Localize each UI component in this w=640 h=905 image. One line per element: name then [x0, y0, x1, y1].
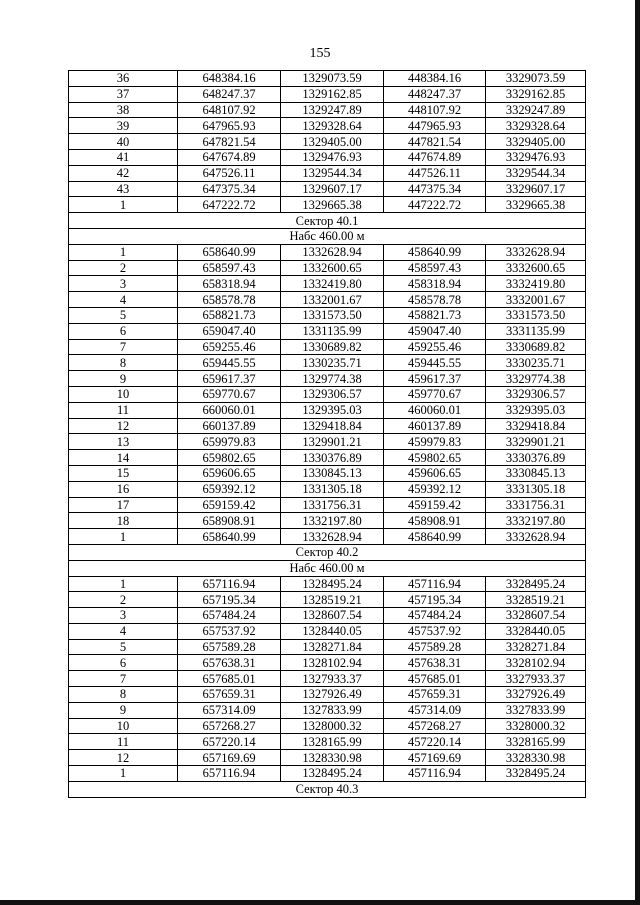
table-cell: 8: [69, 687, 178, 703]
table-cell: 3329774.38: [486, 371, 586, 387]
table-cell: 458908.91: [384, 513, 486, 529]
table-cell: 12: [69, 418, 178, 434]
table-cell: 460060.01: [384, 402, 486, 418]
table-cell: 13: [69, 434, 178, 450]
table-cell: 1: [69, 244, 178, 260]
table-cell: 3332001.67: [486, 292, 586, 308]
table-cell: 1329544.34: [281, 165, 384, 181]
table-cell: 460137.89: [384, 418, 486, 434]
table-cell: 459770.67: [384, 386, 486, 402]
table-cell: 1330235.71: [281, 355, 384, 371]
table-row: [69, 181, 586, 197]
table-cell: 648107.92: [178, 102, 281, 118]
table-cell: 647375.34: [178, 181, 281, 197]
table-cell: 11: [69, 402, 178, 418]
table-cell: 3328102.94: [486, 655, 586, 671]
table-row: [69, 260, 586, 276]
table-row: [69, 276, 586, 292]
table-row: [69, 355, 586, 371]
table-cell: 3332419.80: [486, 276, 586, 292]
table-cell: 457268.27: [384, 718, 486, 734]
table-cell: 40: [69, 134, 178, 150]
table-cell: 1332001.67: [281, 292, 384, 308]
table-cell: 3328495.24: [486, 576, 586, 592]
table-cell: 15: [69, 465, 178, 481]
table-cell: 3328330.98: [486, 750, 586, 766]
table-cell: 9: [69, 371, 178, 387]
table-cell: 657314.09: [178, 702, 281, 718]
table-row: [69, 639, 586, 655]
table-cell: 659770.67: [178, 386, 281, 402]
table-cell: 457685.01: [384, 671, 486, 687]
table-cell: 459979.83: [384, 434, 486, 450]
table-cell: 1331135.99: [281, 323, 384, 339]
table-cell: 447965.93: [384, 118, 486, 134]
table-cell: 1327833.99: [281, 702, 384, 718]
table-cell: 3328440.05: [486, 623, 586, 639]
table-cell: 657116.94: [178, 766, 281, 782]
table-cell: 1328607.54: [281, 608, 384, 624]
table-cell: 3332600.65: [486, 260, 586, 276]
table-cell: 459159.42: [384, 497, 486, 513]
table-cell: 3329073.59: [486, 71, 586, 87]
table-row: [69, 197, 586, 213]
table-cell: 36: [69, 71, 178, 87]
table-cell: 458821.73: [384, 307, 486, 323]
table-cell: 457589.28: [384, 639, 486, 655]
table-row: [69, 608, 586, 624]
table-cell: 447821.54: [384, 134, 486, 150]
table-cell: 1329405.00: [281, 134, 384, 150]
table-cell: 458318.94: [384, 276, 486, 292]
table-cell: 1328102.94: [281, 655, 384, 671]
table-cell: 10: [69, 718, 178, 734]
table-cell: 1332600.65: [281, 260, 384, 276]
table-cell: 38: [69, 102, 178, 118]
table-cell: 3327833.99: [486, 702, 586, 718]
table-cell: 659047.40: [178, 323, 281, 339]
table-cell: 448384.16: [384, 71, 486, 87]
table-cell: 1329247.89: [281, 102, 384, 118]
table-cell: 3332197.80: [486, 513, 586, 529]
table-cell: 1327933.37: [281, 671, 384, 687]
table-row: [69, 402, 586, 418]
table-cell: 448107.92: [384, 102, 486, 118]
table-cell: 1328271.84: [281, 639, 384, 655]
table-cell: 459802.65: [384, 450, 486, 466]
table-cell: 3329306.57: [486, 386, 586, 402]
table-cell: 660137.89: [178, 418, 281, 434]
table-cell: 7: [69, 339, 178, 355]
table-cell: 659445.55: [178, 355, 281, 371]
table-row: [69, 418, 586, 434]
table-cell: 3331305.18: [486, 481, 586, 497]
table-cell: 657589.28: [178, 639, 281, 655]
table-cell: 1: [69, 766, 178, 782]
table-cell: 458578.78: [384, 292, 486, 308]
table-cell: 657220.14: [178, 734, 281, 750]
section-header-row: [69, 544, 586, 560]
table-cell: 1328440.05: [281, 623, 384, 639]
table-row: [69, 687, 586, 703]
table-cell: 657484.24: [178, 608, 281, 624]
table-cell: 37: [69, 86, 178, 102]
table-cell: 3: [69, 608, 178, 624]
table-cell: 659606.65: [178, 465, 281, 481]
table-cell: 3329162.85: [486, 86, 586, 102]
table-cell: 1332628.94: [281, 529, 384, 545]
table-cell: 2: [69, 260, 178, 276]
table-cell: 3330845.13: [486, 465, 586, 481]
table-cell: 658640.99: [178, 529, 281, 545]
section-header-row: [69, 213, 586, 229]
table-cell: 3329544.34: [486, 165, 586, 181]
sector-elevation: Набс 460.00 м: [69, 228, 586, 244]
table-cell: 3331756.31: [486, 497, 586, 513]
table-cell: 447222.72: [384, 197, 486, 213]
table-cell: 3330376.89: [486, 450, 586, 466]
table-row: [69, 307, 586, 323]
table-cell: 5: [69, 639, 178, 655]
table-cell: 3329405.00: [486, 134, 586, 150]
table-cell: 657638.31: [178, 655, 281, 671]
table-cell: 459047.40: [384, 323, 486, 339]
table-cell: 1331756.31: [281, 497, 384, 513]
table-cell: 1328000.32: [281, 718, 384, 734]
table-cell: 1329607.17: [281, 181, 384, 197]
table-row: [69, 386, 586, 402]
section-header-row: [69, 560, 586, 576]
page-number: 155: [309, 46, 331, 61]
table-cell: 3331573.50: [486, 307, 586, 323]
table-row: [69, 165, 586, 181]
table-row: [69, 766, 586, 782]
table-cell: 457116.94: [384, 766, 486, 782]
table-cell: 1329073.59: [281, 71, 384, 87]
table-cell: 457638.31: [384, 655, 486, 671]
table-row: [69, 118, 586, 134]
table-cell: 6: [69, 323, 178, 339]
table-cell: 647965.93: [178, 118, 281, 134]
table-row: [69, 513, 586, 529]
table-cell: 3329901.21: [486, 434, 586, 450]
table-cell: 3329328.64: [486, 118, 586, 134]
table-cell: 659255.46: [178, 339, 281, 355]
table-cell: 14: [69, 450, 178, 466]
table-cell: 457484.24: [384, 608, 486, 624]
table-cell: 657169.69: [178, 750, 281, 766]
table-cell: 1329306.57: [281, 386, 384, 402]
table-cell: 457169.69: [384, 750, 486, 766]
table-cell: 458640.99: [384, 244, 486, 260]
table-cell: 658821.73: [178, 307, 281, 323]
table-cell: 1332628.94: [281, 244, 384, 260]
table-cell: 459445.55: [384, 355, 486, 371]
table-row: [69, 592, 586, 608]
table-cell: 457659.31: [384, 687, 486, 703]
table-cell: 459255.46: [384, 339, 486, 355]
table-cell: 1327926.49: [281, 687, 384, 703]
table-row: [69, 134, 586, 150]
table-cell: 3329418.84: [486, 418, 586, 434]
table-cell: 457116.94: [384, 576, 486, 592]
table-cell: 12: [69, 750, 178, 766]
table-cell: 647222.72: [178, 197, 281, 213]
table-cell: 459606.65: [384, 465, 486, 481]
table-cell: 1328330.98: [281, 750, 384, 766]
table-row: [69, 465, 586, 481]
table-row: [69, 481, 586, 497]
table-cell: 1329328.64: [281, 118, 384, 134]
table-cell: 9: [69, 702, 178, 718]
table-cell: 3328165.99: [486, 734, 586, 750]
table-cell: 1332419.80: [281, 276, 384, 292]
table-cell: 3328271.84: [486, 639, 586, 655]
table-cell: 657116.94: [178, 576, 281, 592]
table-cell: 3332628.94: [486, 244, 586, 260]
coordinates-table: [68, 70, 586, 798]
table-cell: 3330689.82: [486, 339, 586, 355]
sector-title: Сектор 40.1: [69, 213, 586, 229]
table-cell: 658640.99: [178, 244, 281, 260]
table-cell: 447674.89: [384, 149, 486, 165]
table-cell: 457314.09: [384, 702, 486, 718]
table-cell: 1329901.21: [281, 434, 384, 450]
table-cell: 41: [69, 149, 178, 165]
table-row: [69, 86, 586, 102]
table-cell: 1: [69, 529, 178, 545]
table-cell: 457537.92: [384, 623, 486, 639]
table-cell: 42: [69, 165, 178, 181]
table-row: [69, 702, 586, 718]
table-cell: 658908.91: [178, 513, 281, 529]
table-cell: 459617.37: [384, 371, 486, 387]
table-cell: 3329476.93: [486, 149, 586, 165]
table-cell: 658578.78: [178, 292, 281, 308]
table-cell: 657268.27: [178, 718, 281, 734]
table-cell: 3329665.38: [486, 197, 586, 213]
table-cell: 659159.42: [178, 497, 281, 513]
sector-elevation: Набс 460.00 м: [69, 560, 586, 576]
table-row: [69, 292, 586, 308]
table-cell: 10: [69, 386, 178, 402]
table-cell: 11: [69, 734, 178, 750]
table-cell: 657195.34: [178, 592, 281, 608]
table-cell: 458640.99: [384, 529, 486, 545]
table-row: [69, 450, 586, 466]
table-cell: 3328607.54: [486, 608, 586, 624]
table-cell: 3328519.21: [486, 592, 586, 608]
scan-edge-right: [635, 0, 640, 905]
table-cell: 1328165.99: [281, 734, 384, 750]
sector-title: Сектор 40.3: [69, 781, 586, 797]
table-cell: 458597.43: [384, 260, 486, 276]
table-cell: 3328000.32: [486, 718, 586, 734]
table-cell: 3329607.17: [486, 181, 586, 197]
table-cell: 1329418.84: [281, 418, 384, 434]
table-cell: 648247.37: [178, 86, 281, 102]
table-cell: 4: [69, 292, 178, 308]
table-cell: 459392.12: [384, 481, 486, 497]
table-cell: 648384.16: [178, 71, 281, 87]
table-row: [69, 497, 586, 513]
table-cell: 1: [69, 576, 178, 592]
table-cell: 1328495.24: [281, 576, 384, 592]
table-cell: 658318.94: [178, 276, 281, 292]
table-row: [69, 671, 586, 687]
table-cell: 1: [69, 197, 178, 213]
table-cell: 3328495.24: [486, 766, 586, 782]
table-cell: 1331305.18: [281, 481, 384, 497]
table-cell: 1329665.38: [281, 197, 384, 213]
table-cell: 1330845.13: [281, 465, 384, 481]
table-cell: 1329395.03: [281, 402, 384, 418]
table-cell: 8: [69, 355, 178, 371]
table-row: [69, 734, 586, 750]
table-cell: 3329247.89: [486, 102, 586, 118]
table-cell: 17: [69, 497, 178, 513]
scan-edge-bottom: [0, 900, 640, 905]
table-cell: 1332197.80: [281, 513, 384, 529]
table-cell: 457195.34: [384, 592, 486, 608]
table-cell: 1329476.93: [281, 149, 384, 165]
table-cell: 1329162.85: [281, 86, 384, 102]
table-cell: 647674.89: [178, 149, 281, 165]
table-cell: 657537.92: [178, 623, 281, 639]
table-cell: 647526.11: [178, 165, 281, 181]
table-cell: 659617.37: [178, 371, 281, 387]
table-cell: 659979.83: [178, 434, 281, 450]
table-cell: 448247.37: [384, 86, 486, 102]
table-cell: 647821.54: [178, 134, 281, 150]
table-row: [69, 339, 586, 355]
coordinates-table-body: [69, 71, 586, 798]
table-cell: 1329774.38: [281, 371, 384, 387]
table-cell: 2: [69, 592, 178, 608]
table-row: [69, 71, 586, 87]
table-row: [69, 655, 586, 671]
table-cell: 457220.14: [384, 734, 486, 750]
table-cell: 660060.01: [178, 402, 281, 418]
table-cell: 447375.34: [384, 181, 486, 197]
table-cell: 659802.65: [178, 450, 281, 466]
table-cell: 18: [69, 513, 178, 529]
table-cell: 39: [69, 118, 178, 134]
table-row: [69, 371, 586, 387]
table-row: [69, 576, 586, 592]
table-row: [69, 244, 586, 260]
table-cell: 658597.43: [178, 260, 281, 276]
table-cell: 16: [69, 481, 178, 497]
table-cell: 657685.01: [178, 671, 281, 687]
table-cell: 3331135.99: [486, 323, 586, 339]
table-cell: 5: [69, 307, 178, 323]
table-row: [69, 529, 586, 545]
table-row: [69, 718, 586, 734]
table-cell: 3330235.71: [486, 355, 586, 371]
section-header-row: [69, 781, 586, 797]
table-cell: 1331573.50: [281, 307, 384, 323]
table-cell: 1328495.24: [281, 766, 384, 782]
table-cell: 3327933.37: [486, 671, 586, 687]
table-cell: 7: [69, 671, 178, 687]
table-cell: 43: [69, 181, 178, 197]
table-cell: 657659.31: [178, 687, 281, 703]
table-cell: 1330689.82: [281, 339, 384, 355]
table-cell: 659392.12: [178, 481, 281, 497]
table-cell: 3332628.94: [486, 529, 586, 545]
table-row: [69, 434, 586, 450]
table-row: [69, 149, 586, 165]
table-row: [69, 323, 586, 339]
table-cell: 1330376.89: [281, 450, 384, 466]
table-cell: 6: [69, 655, 178, 671]
table-cell: 3329395.03: [486, 402, 586, 418]
table-row: [69, 102, 586, 118]
table-cell: 3: [69, 276, 178, 292]
table-row: [69, 623, 586, 639]
table-cell: 1328519.21: [281, 592, 384, 608]
table-row: [69, 750, 586, 766]
table-cell: 3327926.49: [486, 687, 586, 703]
sector-title: Сектор 40.2: [69, 544, 586, 560]
table-cell: 4: [69, 623, 178, 639]
table-cell: 447526.11: [384, 165, 486, 181]
section-header-row: [69, 228, 586, 244]
